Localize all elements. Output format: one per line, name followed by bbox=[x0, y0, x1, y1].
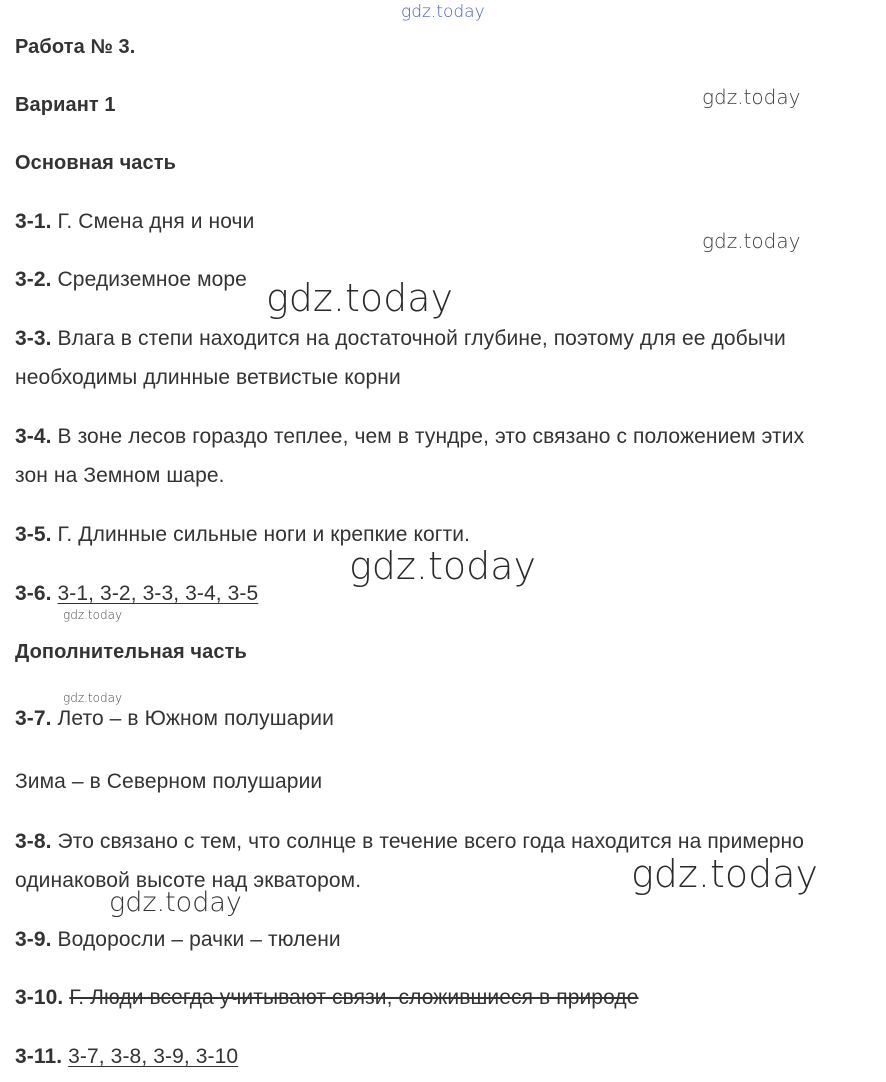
answer-3-10 bbox=[15, 986, 639, 1010]
watermark-top: gdz.today bbox=[401, 2, 485, 22]
extra-part-heading: Дополнительная часть bbox=[15, 641, 247, 663]
variant-title: Вариант 1 bbox=[15, 94, 116, 116]
answer-3-4-continued: зон на Земном шаре. bbox=[15, 464, 225, 487]
answer-3-8 bbox=[15, 830, 804, 854]
answer-3-9 bbox=[15, 928, 341, 952]
answer-3-7 bbox=[15, 707, 334, 731]
answer-3-2 bbox=[15, 268, 247, 292]
answer-number: 3-5. bbox=[15, 523, 52, 546]
answer-3-4 bbox=[15, 425, 804, 449]
watermark-big-2: gdz.today bbox=[349, 544, 536, 588]
answer-text-underlined: 3-1, 3-2, 3-3, 3-4, 3-5 bbox=[57, 582, 259, 605]
answer-number: 3-8. bbox=[15, 830, 52, 853]
answer-number: 3-4. bbox=[15, 425, 52, 448]
work-title: Работа № 3. bbox=[15, 36, 136, 58]
answer-3-11 bbox=[15, 1045, 238, 1069]
watermark-mid-left: gdz.today bbox=[109, 887, 242, 918]
answer-number: 3-9. bbox=[15, 928, 52, 951]
answer-text: Водоросли – рачки – тюлени bbox=[51, 928, 341, 951]
watermark-mid-right-1: gdz.today bbox=[702, 85, 801, 109]
answer-text-underlined: 3-7, 3-8, 3-9, 3-10 bbox=[68, 1045, 239, 1068]
answer-3-7-continued: Зима – в Северном полушарии bbox=[15, 770, 323, 793]
watermark-small-1: gdz.today bbox=[63, 608, 123, 622]
answer-text-strikethrough: Г. Люди всегда учитывают связи, сложившиеся в природе bbox=[69, 986, 639, 1009]
answer-3-8-continued: одинаковой высоте над экватором. bbox=[15, 869, 362, 892]
main-part-heading: Основная часть bbox=[15, 152, 177, 174]
answer-text: Влага в степи находится на достаточной глубине, поэтому для ее добычи bbox=[51, 327, 786, 350]
answer-number: 3-2. bbox=[15, 268, 52, 291]
watermark-big-3: gdz.today bbox=[631, 852, 818, 896]
answer-text: Лето – в Южном полушарии bbox=[51, 707, 334, 730]
answer-text: Г. Длинные сильные ноги и крепкие когти. bbox=[51, 523, 471, 546]
watermark-small-2: gdz.today bbox=[63, 691, 123, 705]
answer-number: 3-1. bbox=[15, 210, 52, 233]
watermark-mid-right-2: gdz.today bbox=[702, 229, 801, 253]
answer-3-3-continued: необходимы длинные ветвистые корни bbox=[15, 366, 401, 389]
watermark-big-1: gdz.today bbox=[266, 276, 453, 320]
answer-number: 3-11. bbox=[15, 1045, 63, 1068]
answer-text: Г. Смена дня и ночи bbox=[51, 210, 255, 233]
answer-text: В зоне лесов гораздо теплее, чем в тундре, это связано с положением этих bbox=[51, 425, 805, 448]
answer-number: 3-7. bbox=[15, 707, 52, 730]
answer-number: 3-3. bbox=[15, 327, 52, 350]
answer-3-1 bbox=[15, 210, 254, 234]
answer-3-6 bbox=[15, 582, 258, 606]
answer-number: 3-6. bbox=[15, 582, 52, 605]
answer-text: Это связано с тем, что солнце в течение всего года находится на примерно bbox=[51, 830, 804, 853]
answer-3-3 bbox=[15, 327, 786, 351]
answer-text: Средиземное море bbox=[51, 268, 247, 291]
answer-number: 3-10. bbox=[15, 986, 64, 1009]
